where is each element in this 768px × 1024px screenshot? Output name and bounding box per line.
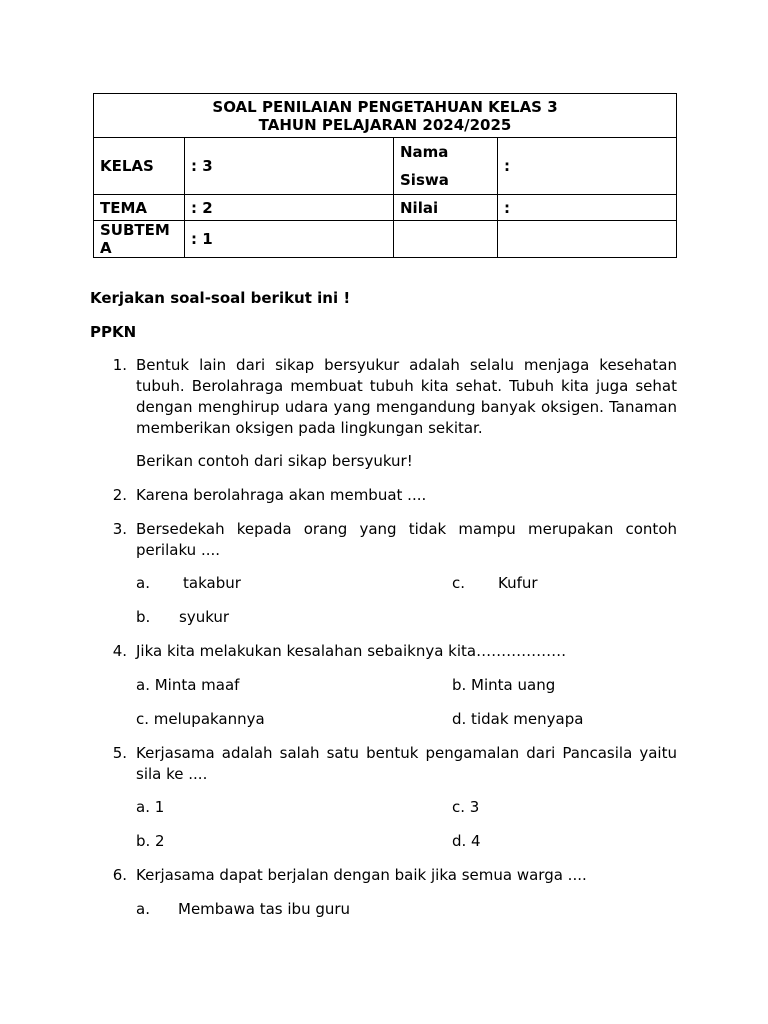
question-followup: Berikan contoh dari sikap bersyukur! — [136, 452, 413, 470]
option-letter: a. — [136, 900, 150, 918]
question-number: 5. — [112, 744, 127, 762]
question-text: Kerjasama dapat berjalan dengan baik jika semua warga .... — [136, 866, 587, 884]
option: b. Minta uang — [452, 676, 556, 694]
subtema-value: : 1 — [185, 221, 394, 258]
header-table — [93, 93, 677, 258]
question-number: 1. — [112, 356, 127, 374]
subtema-label-line-2: A — [100, 239, 112, 257]
tema-label: TEMA — [94, 195, 185, 221]
empty-cell — [394, 221, 498, 258]
option: b. 2 — [136, 832, 165, 850]
instruction: Kerjakan soal-soal berikut ini ! — [90, 289, 351, 307]
option-letter: a. — [136, 574, 150, 592]
option-text: syukur — [179, 608, 230, 626]
question-text: Karena berolahraga akan membuat .... — [136, 486, 427, 504]
nama-siswa-value: : — [498, 138, 677, 195]
option: a. Minta maaf — [136, 676, 240, 694]
question-text: Bentuk lain dari sikap bersyukur adalah selalu menjaga kesehatan tubuh. Berolahraga membuat tubuh kita sehat. Tubuh kita juga sehat dengan menghirup udara yang mengandung banyak oksigen. Tanaman memberikan oksigen pada lingkungan sekitar. — [136, 356, 677, 437]
option: d. 4 — [452, 832, 481, 850]
option: a. 1 — [136, 798, 165, 816]
option: d. tidak menyapa — [452, 710, 584, 728]
nama-label-line-2: Siswa — [400, 171, 449, 189]
option-text: Membawa tas ibu guru — [178, 900, 351, 918]
question-number: 4. — [112, 642, 127, 660]
question-number: 2. — [112, 486, 127, 504]
question-number: 3. — [112, 520, 127, 538]
question-text: Jika kita melakukan kesalahan sebaiknya kita……………… — [136, 642, 567, 660]
nama-label-line-1: Nama — [400, 143, 449, 161]
option-letter: c. — [452, 574, 466, 592]
subject-heading: PPKN — [90, 323, 137, 341]
title-line-2: TAHUN PELAJARAN 2024/2025 — [258, 115, 512, 134]
option: c. melupakannya — [136, 710, 265, 728]
header-title — [94, 94, 677, 138]
subtema-label — [94, 221, 185, 258]
option-text: Kufur — [498, 574, 538, 592]
kelas-label: KELAS — [94, 138, 185, 195]
question-text: Bersedekah kepada orang yang tidak mampu merupakan contoh perilaku .... — [136, 520, 677, 559]
kelas-value: : 3 — [185, 138, 394, 195]
option: c. 3 — [452, 798, 480, 816]
question-number: 6. — [112, 866, 127, 884]
nama-siswa-label — [394, 138, 498, 195]
empty-cell — [498, 221, 677, 258]
title-line-1: SOAL PENILAIAN PENGETAHUAN KELAS 3 — [212, 97, 558, 116]
option-text: takabur — [183, 574, 241, 592]
question-text: Kerjasama adalah salah satu bentuk pengamalan dari Pancasila yaitu sila ke .... — [136, 744, 677, 783]
nilai-label: Nilai — [394, 195, 498, 221]
subtema-label-line-1: SUBTEM — [100, 221, 170, 239]
nilai-value: : — [498, 195, 677, 221]
tema-value: : 2 — [185, 195, 394, 221]
option-letter: b. — [136, 608, 151, 626]
